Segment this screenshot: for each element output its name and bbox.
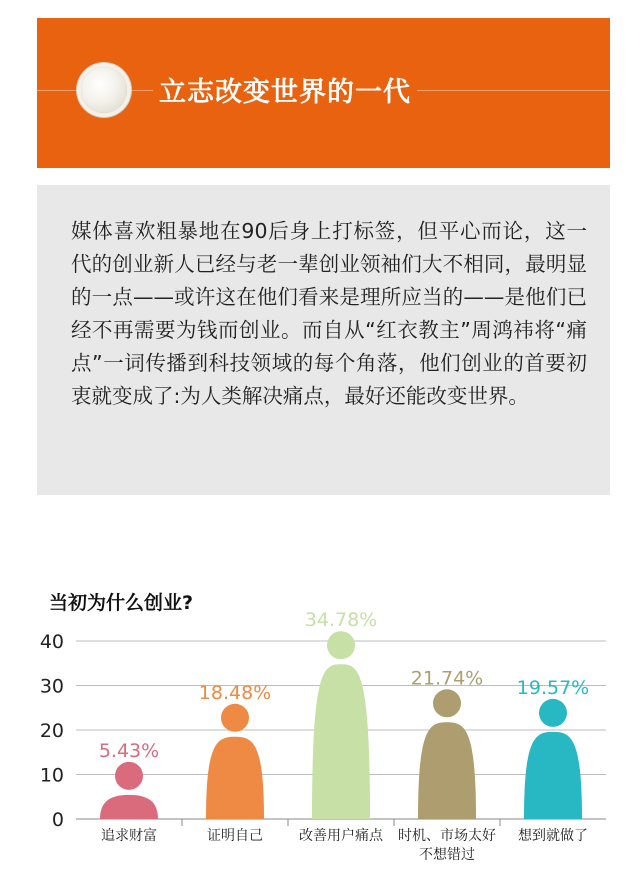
- data-label: 18.48%: [198, 681, 272, 704]
- banner-title: 立志改变世界的一代: [153, 70, 417, 109]
- data-label: 34.78%: [304, 609, 378, 632]
- bar: [312, 664, 370, 819]
- x-tick-label: 不想错过: [419, 847, 475, 863]
- data-label: 19.57%: [516, 676, 590, 699]
- bar-head: [221, 704, 249, 732]
- intro-paragraph: 媒体喜欢粗暴地在90后身上打标签，但平心而论，这一代的创业新人已经与老一辈创业领袖们大不相同，最明显的一点——或许这在他们看来是理所应当的——是他们已经不再需要为钱而创业。而自从“红衣教主”周鸿祎将“痛点”一词传播到科技领域的每个角落，他们创业的首要初衷就变成了:为人类解决痛点，最好还能改变世界。: [71, 219, 587, 408]
- bar-head: [327, 631, 355, 659]
- bar: [418, 722, 476, 819]
- y-tick-label: 30: [39, 675, 64, 698]
- bar: [100, 795, 158, 819]
- bar: [524, 732, 582, 819]
- y-tick-label: 40: [39, 631, 64, 653]
- bar-head: [115, 762, 143, 790]
- y-tick-label: 10: [39, 764, 64, 787]
- data-label: 5.43%: [98, 739, 160, 762]
- x-tick-label: 改善用户痛点: [299, 828, 383, 844]
- chart-title: 当初为什么创业?: [49, 592, 194, 614]
- y-tick-label: 20: [39, 720, 64, 742]
- x-tick-label: 想到就做了: [518, 828, 588, 844]
- x-tick-label: 追求财富: [101, 828, 157, 844]
- x-tick-label: 证明自己: [207, 828, 263, 844]
- y-tick-label: 0: [51, 809, 64, 831]
- bar-head: [433, 689, 461, 717]
- x-tick-label: 时机、市场太好: [398, 828, 496, 844]
- bar-head: [539, 699, 567, 727]
- data-label: 21.74%: [410, 667, 484, 690]
- bar: [206, 737, 264, 819]
